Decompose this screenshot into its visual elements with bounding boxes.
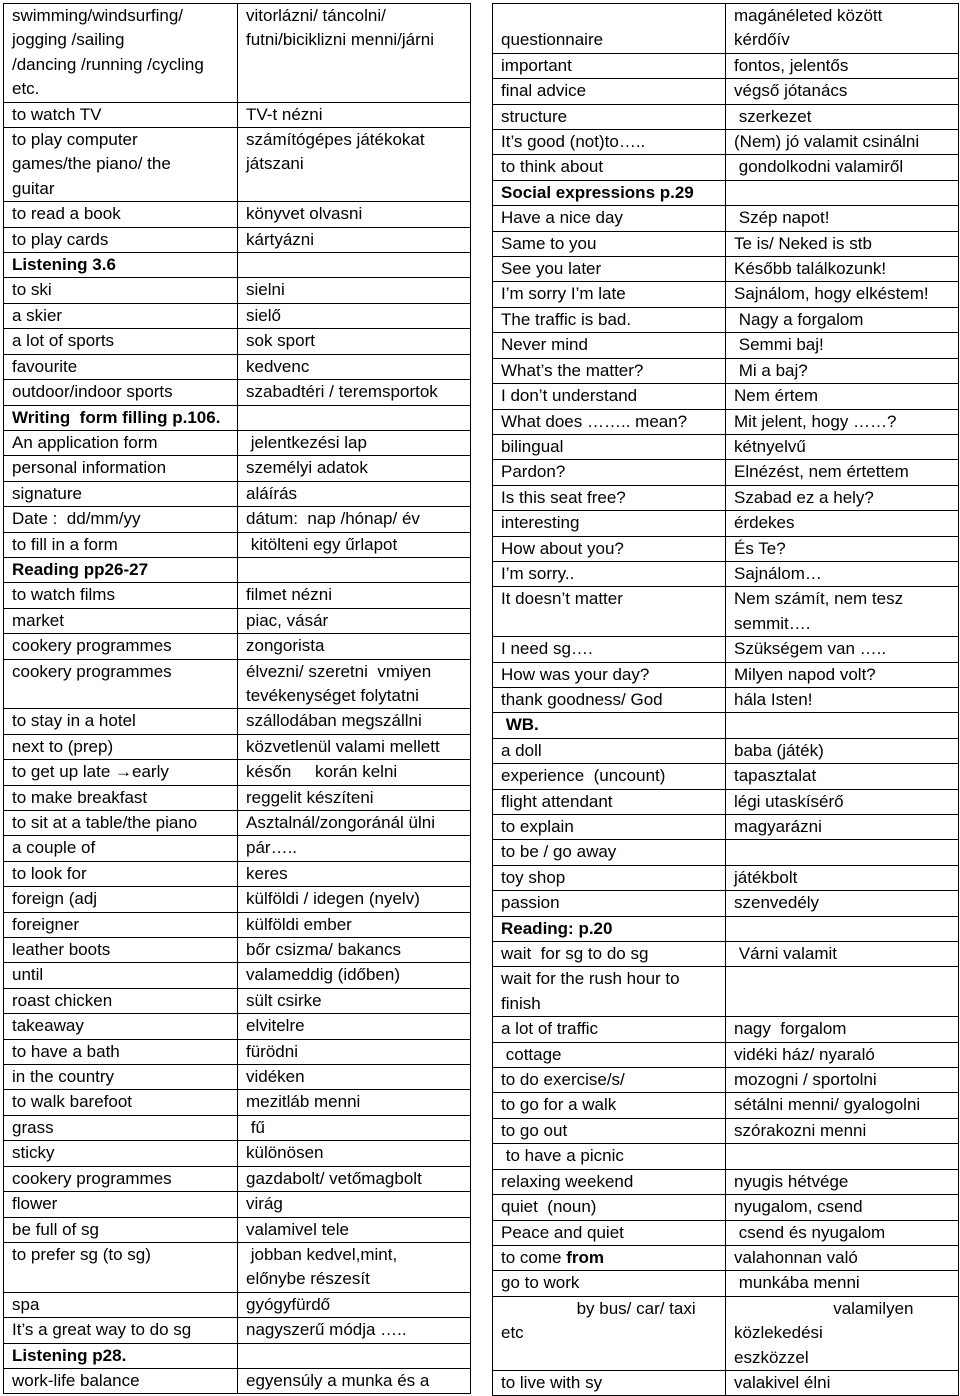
hungarian-translation: gondolkodni valamiről bbox=[726, 155, 959, 180]
hungarian-translation: sielni bbox=[238, 278, 471, 303]
english-term: See you later bbox=[493, 257, 726, 282]
english-term: outdoor/indoor sports bbox=[4, 380, 238, 405]
hungarian-translation bbox=[726, 1144, 959, 1169]
table-row bbox=[493, 764, 959, 789]
hungarian-translation: reggelit készíteni bbox=[238, 785, 471, 810]
section-heading: WB. bbox=[493, 713, 726, 738]
hungarian-translation: élvezni/ szeretni vmiyen tevékenységet folytatni bbox=[238, 659, 471, 709]
english-term: questionnaire bbox=[493, 4, 726, 54]
english-term: to ski bbox=[4, 278, 238, 303]
table-row bbox=[4, 1166, 471, 1191]
hungarian-translation: Sajnálom, hogy elkéstem! bbox=[726, 282, 959, 307]
english-term: An application form bbox=[4, 430, 238, 455]
table-row bbox=[493, 738, 959, 763]
table-row bbox=[493, 942, 959, 967]
english-term: to watch films bbox=[4, 583, 238, 608]
english-term: wait for sg to do sg bbox=[493, 942, 726, 967]
english-term: What’s the matter? bbox=[493, 358, 726, 383]
hungarian-translation: szerkezet bbox=[726, 104, 959, 129]
hungarian-translation bbox=[238, 405, 471, 430]
table-row bbox=[4, 1141, 471, 1166]
english-term: a skier bbox=[4, 303, 238, 328]
english-term: What does …….. mean? bbox=[493, 409, 726, 434]
hungarian-translation: fontos, jelentős bbox=[726, 53, 959, 78]
hungarian-translation: kétnyelvű bbox=[726, 434, 959, 459]
english-term: to have a bath bbox=[4, 1039, 238, 1064]
english-term: to stay in a hotel bbox=[4, 709, 238, 734]
hungarian-translation: (Nem) jó valamit csinálni bbox=[726, 130, 959, 155]
hungarian-translation: virág bbox=[238, 1192, 471, 1217]
table-row bbox=[4, 1065, 471, 1090]
vocabulary-table-right bbox=[492, 3, 959, 1396]
bold-word: from bbox=[566, 1247, 604, 1267]
table-row bbox=[4, 785, 471, 810]
english-term: relaxing weekend bbox=[493, 1169, 726, 1194]
hungarian-translation: valakivel élni bbox=[726, 1370, 959, 1395]
english-term: until bbox=[4, 963, 238, 988]
english-term: to be / go away bbox=[493, 840, 726, 865]
hungarian-translation: vidéken bbox=[238, 1065, 471, 1090]
hungarian-translation: nagyszerű módja ….. bbox=[238, 1318, 471, 1343]
hungarian-translation: vidéki ház/ nyaraló bbox=[726, 1042, 959, 1067]
section-heading: Reading: p.20 bbox=[493, 916, 726, 941]
english-term: It’s a great way to do sg bbox=[4, 1318, 238, 1343]
table-row bbox=[4, 1115, 471, 1140]
hungarian-translation: gyógyfürdő bbox=[238, 1292, 471, 1317]
english-term: flight attendant bbox=[493, 789, 726, 814]
hungarian-translation: külföldi ember bbox=[238, 912, 471, 937]
table-row bbox=[493, 662, 959, 687]
hungarian-translation: kedvenc bbox=[238, 354, 471, 379]
hungarian-translation bbox=[726, 916, 959, 941]
english-term: foreign (adj bbox=[4, 887, 238, 912]
hungarian-translation: fű bbox=[238, 1115, 471, 1140]
table-row bbox=[4, 1292, 471, 1317]
hungarian-translation: Szabad ez a hely? bbox=[726, 485, 959, 510]
english-term: a lot of sports bbox=[4, 329, 238, 354]
english-term: by bus/ car/ taxi etc bbox=[493, 1296, 726, 1370]
english-term: to read a book bbox=[4, 202, 238, 227]
hungarian-translation: végső jótanács bbox=[726, 79, 959, 104]
table-row bbox=[4, 128, 471, 202]
english-term: to think about bbox=[493, 155, 726, 180]
hungarian-translation: sok sport bbox=[238, 329, 471, 354]
table-row bbox=[493, 789, 959, 814]
table-row bbox=[493, 1220, 959, 1245]
table-row bbox=[4, 456, 471, 481]
hungarian-translation: munkába menni bbox=[726, 1271, 959, 1296]
hungarian-translation: Később találkozunk! bbox=[726, 257, 959, 282]
english-term: to make breakfast bbox=[4, 785, 238, 810]
table-row bbox=[493, 333, 959, 358]
english-term: passion bbox=[493, 891, 726, 916]
english-term: go to work bbox=[493, 1271, 726, 1296]
table-row bbox=[493, 1093, 959, 1118]
table-row bbox=[4, 938, 471, 963]
english-term: spa bbox=[4, 1292, 238, 1317]
hungarian-translation: hála Isten! bbox=[726, 687, 959, 712]
hungarian-translation bbox=[238, 557, 471, 582]
section-heading-row bbox=[4, 1343, 471, 1368]
table-row bbox=[493, 485, 959, 510]
table-row bbox=[4, 507, 471, 532]
table-row bbox=[493, 1370, 959, 1395]
table-row bbox=[493, 967, 959, 1017]
hungarian-translation: bőr csizma/ bakancs bbox=[238, 938, 471, 963]
table-row bbox=[4, 608, 471, 633]
english-term: Peace and quiet bbox=[493, 1220, 726, 1245]
hungarian-translation: pár….. bbox=[238, 836, 471, 861]
table-row bbox=[493, 434, 959, 459]
table-row bbox=[493, 1144, 959, 1169]
table-row bbox=[4, 1039, 471, 1064]
section-heading-row bbox=[493, 713, 959, 738]
section-heading-row bbox=[4, 405, 471, 430]
english-term: How was your day? bbox=[493, 662, 726, 687]
hungarian-translation: könyvet olvasni bbox=[238, 202, 471, 227]
hungarian-translation: számítógépes játékokat játszani bbox=[238, 128, 471, 202]
table-row bbox=[493, 536, 959, 561]
hungarian-translation: Elnézést, nem értettem bbox=[726, 460, 959, 485]
hungarian-translation: aláírás bbox=[238, 481, 471, 506]
hungarian-translation: Mi a baj? bbox=[726, 358, 959, 383]
hungarian-translation: Szükségem van ….. bbox=[726, 637, 959, 662]
english-term: to have a picnic bbox=[493, 1144, 726, 1169]
hungarian-translation: Várni valamit bbox=[726, 942, 959, 967]
hungarian-translation: különösen bbox=[238, 1141, 471, 1166]
english-term: I need sg…. bbox=[493, 637, 726, 662]
table-row bbox=[4, 760, 471, 785]
hungarian-translation: mozogni / sportolni bbox=[726, 1068, 959, 1093]
hungarian-translation: nyugis hétvége bbox=[726, 1169, 959, 1194]
table-row bbox=[493, 891, 959, 916]
english-term: cookery programmes bbox=[4, 1166, 238, 1191]
english-term: cookery programmes bbox=[4, 634, 238, 659]
english-term: in the country bbox=[4, 1065, 238, 1090]
table-row bbox=[493, 1068, 959, 1093]
table-row bbox=[4, 227, 471, 252]
table-row bbox=[493, 384, 959, 409]
table-row bbox=[493, 865, 959, 890]
hungarian-translation: valamivel tele bbox=[238, 1217, 471, 1242]
hungarian-translation bbox=[726, 180, 959, 205]
table-row bbox=[4, 202, 471, 227]
english-term: interesting bbox=[493, 511, 726, 536]
table-row bbox=[4, 709, 471, 734]
hungarian-translation: valahonnan való bbox=[726, 1245, 959, 1270]
english-term: bilingual bbox=[493, 434, 726, 459]
table-row bbox=[493, 840, 959, 865]
hungarian-translation: külföldi / idegen (nyelv) bbox=[238, 887, 471, 912]
hungarian-translation: Nem értem bbox=[726, 384, 959, 409]
table-row bbox=[493, 1169, 959, 1194]
hungarian-translation: zongorista bbox=[238, 634, 471, 659]
hungarian-translation: piac, vásár bbox=[238, 608, 471, 633]
table-row bbox=[4, 1014, 471, 1039]
hungarian-translation: sült csirke bbox=[238, 988, 471, 1013]
hungarian-translation: valamilyen közlekedési eszközzel bbox=[726, 1296, 959, 1370]
hungarian-translation: vitorlázni/ táncolni/ futni/biciklizni menni/járni bbox=[238, 4, 471, 103]
section-heading: Social expressions p.29 bbox=[493, 180, 726, 205]
table-row bbox=[4, 861, 471, 886]
table-row bbox=[493, 4, 959, 54]
table-row bbox=[493, 53, 959, 78]
hungarian-translation: jelentkezési lap bbox=[238, 430, 471, 455]
section-heading-row bbox=[493, 180, 959, 205]
hungarian-translation: kártyázni bbox=[238, 227, 471, 252]
english-term: to go for a walk bbox=[493, 1093, 726, 1118]
english-term: work-life balance bbox=[4, 1368, 238, 1393]
english-term: to walk barefoot bbox=[4, 1090, 238, 1115]
english-term: I’m sorry I’m late bbox=[493, 282, 726, 307]
english-term: next to (prep) bbox=[4, 734, 238, 759]
table-row bbox=[4, 278, 471, 303]
table-row bbox=[493, 587, 959, 637]
english-term: structure bbox=[493, 104, 726, 129]
table-row bbox=[493, 1042, 959, 1067]
table-row bbox=[493, 79, 959, 104]
english-term: Have a nice day bbox=[493, 206, 726, 231]
english-term: a couple of bbox=[4, 836, 238, 861]
english-term: Is this seat free? bbox=[493, 485, 726, 510]
table-row bbox=[493, 460, 959, 485]
hungarian-translation: keres bbox=[238, 861, 471, 886]
table-row bbox=[493, 687, 959, 712]
english-term: to sit at a table/the piano bbox=[4, 811, 238, 836]
hungarian-translation: személyi adatok bbox=[238, 456, 471, 481]
hungarian-translation bbox=[726, 967, 959, 1017]
hungarian-translation: Mit jelent, hogy ……? bbox=[726, 409, 959, 434]
english-term: to play cards bbox=[4, 227, 238, 252]
english-term: to get up late →early bbox=[4, 760, 238, 785]
hungarian-translation: nagy forgalom bbox=[726, 1017, 959, 1042]
table-row bbox=[493, 1296, 959, 1370]
hungarian-translation: baba (játék) bbox=[726, 738, 959, 763]
hungarian-translation: sielő bbox=[238, 303, 471, 328]
section-heading-row bbox=[4, 253, 471, 278]
english-term: Same to you bbox=[493, 231, 726, 256]
table-row bbox=[4, 811, 471, 836]
table-row bbox=[493, 231, 959, 256]
english-term: personal information bbox=[4, 456, 238, 481]
hungarian-translation: jobban kedvel,mint, előnybe részesít bbox=[238, 1242, 471, 1292]
section-heading-row bbox=[4, 557, 471, 582]
hungarian-translation: tapasztalat bbox=[726, 764, 959, 789]
table-row bbox=[4, 734, 471, 759]
section-heading: Reading pp26-27 bbox=[4, 557, 238, 582]
english-term: Pardon? bbox=[493, 460, 726, 485]
hungarian-translation: magyarázni bbox=[726, 815, 959, 840]
table-row bbox=[4, 836, 471, 861]
english-term: be full of sg bbox=[4, 1217, 238, 1242]
english-term: wait for the rush hour to finish bbox=[493, 967, 726, 1017]
hungarian-translation: magánéleted között kérdőív bbox=[726, 4, 959, 54]
english-term: I’m sorry.. bbox=[493, 561, 726, 586]
table-row bbox=[4, 1242, 471, 1292]
english-term: a lot of traffic bbox=[493, 1017, 726, 1042]
hungarian-translation bbox=[726, 840, 959, 865]
english-term: swimming/windsurfing/ jogging /sailing /dancing /running /cycling etc. bbox=[4, 4, 238, 103]
english-term: It doesn’t matter bbox=[493, 587, 726, 637]
table-row bbox=[493, 1118, 959, 1143]
hungarian-translation: Nagy a forgalom bbox=[726, 307, 959, 332]
section-heading: Writing form filling p.106. bbox=[4, 405, 238, 430]
hungarian-translation: kitölteni egy űrlapot bbox=[238, 532, 471, 557]
english-term: How about you? bbox=[493, 536, 726, 561]
table-row bbox=[4, 354, 471, 379]
english-term: It’s good (not)to….. bbox=[493, 130, 726, 155]
hungarian-translation bbox=[726, 713, 959, 738]
hungarian-translation: Semmi baj! bbox=[726, 333, 959, 358]
table-row bbox=[4, 963, 471, 988]
table-row bbox=[493, 155, 959, 180]
hungarian-translation: csend és nyugalom bbox=[726, 1220, 959, 1245]
table-row bbox=[4, 1192, 471, 1217]
hungarian-translation: Nem számít, nem tesz semmit…. bbox=[726, 587, 959, 637]
section-heading: Listening p28. bbox=[4, 1343, 238, 1368]
hungarian-translation bbox=[238, 253, 471, 278]
english-term: takeaway bbox=[4, 1014, 238, 1039]
english-term: leather boots bbox=[4, 938, 238, 963]
english-term: to come from bbox=[493, 1245, 726, 1270]
english-term: roast chicken bbox=[4, 988, 238, 1013]
table-row bbox=[4, 1090, 471, 1115]
english-term: sticky bbox=[4, 1141, 238, 1166]
table-row bbox=[4, 430, 471, 455]
hungarian-translation: Te is/ Neked is stb bbox=[726, 231, 959, 256]
english-term: to watch TV bbox=[4, 102, 238, 127]
hungarian-translation bbox=[238, 1343, 471, 1368]
table-row bbox=[4, 4, 471, 103]
hungarian-translation: elvitelre bbox=[238, 1014, 471, 1039]
hungarian-translation: szabadtéri / teremsportok bbox=[238, 380, 471, 405]
table-row bbox=[4, 912, 471, 937]
table-row bbox=[493, 1017, 959, 1042]
hungarian-translation: fürödni bbox=[238, 1039, 471, 1064]
english-term: thank goodness/ God bbox=[493, 687, 726, 712]
hungarian-translation: valameddig (időben) bbox=[238, 963, 471, 988]
english-term: to play computer games/the piano/ the guitar bbox=[4, 128, 238, 202]
table-row bbox=[493, 1195, 959, 1220]
english-term: final advice bbox=[493, 79, 726, 104]
table-row bbox=[4, 329, 471, 354]
table-row bbox=[4, 532, 471, 557]
english-term: quiet (noun) bbox=[493, 1195, 726, 1220]
hungarian-translation: Asztalnál/zongoránál ülni bbox=[238, 811, 471, 836]
english-term: a doll bbox=[493, 738, 726, 763]
english-term: Never mind bbox=[493, 333, 726, 358]
hungarian-translation: TV-t nézni bbox=[238, 102, 471, 127]
english-term: flower bbox=[4, 1192, 238, 1217]
hungarian-translation: És Te? bbox=[726, 536, 959, 561]
hungarian-translation: nyugalom, csend bbox=[726, 1195, 959, 1220]
english-term: to explain bbox=[493, 815, 726, 840]
english-term: signature bbox=[4, 481, 238, 506]
table-row bbox=[4, 102, 471, 127]
hungarian-translation: Szép napot! bbox=[726, 206, 959, 231]
table-row bbox=[493, 637, 959, 662]
table-row bbox=[493, 1271, 959, 1296]
english-term: to fill in a form bbox=[4, 532, 238, 557]
english-term: cottage bbox=[493, 1042, 726, 1067]
hungarian-translation: későn korán kelni bbox=[238, 760, 471, 785]
english-term: The traffic is bad. bbox=[493, 307, 726, 332]
english-term: Date : dd/mm/yy bbox=[4, 507, 238, 532]
table-row bbox=[4, 1217, 471, 1242]
table-row bbox=[4, 303, 471, 328]
english-term: to look for bbox=[4, 861, 238, 886]
hungarian-translation: Sajnálom… bbox=[726, 561, 959, 586]
english-term: cookery programmes bbox=[4, 659, 238, 709]
table-row bbox=[493, 257, 959, 282]
table-row bbox=[4, 1368, 471, 1393]
table-row bbox=[4, 380, 471, 405]
table-row bbox=[493, 206, 959, 231]
table-row bbox=[493, 1245, 959, 1270]
hungarian-translation: szenvedély bbox=[726, 891, 959, 916]
table-row bbox=[493, 307, 959, 332]
english-term: to do exercise/s/ bbox=[493, 1068, 726, 1093]
hungarian-translation: légi utaskísérő bbox=[726, 789, 959, 814]
hungarian-translation: egyensúly a munka és a bbox=[238, 1368, 471, 1393]
hungarian-translation: szállodában megszállni bbox=[238, 709, 471, 734]
table-row bbox=[493, 561, 959, 586]
hungarian-translation: filmet nézni bbox=[238, 583, 471, 608]
table-row bbox=[493, 130, 959, 155]
section-heading-row bbox=[493, 916, 959, 941]
table-row bbox=[4, 887, 471, 912]
table-row bbox=[4, 583, 471, 608]
table-row bbox=[4, 634, 471, 659]
table-row bbox=[4, 659, 471, 709]
english-term: to prefer sg (to sg) bbox=[4, 1242, 238, 1292]
hungarian-translation: mezitláb menni bbox=[238, 1090, 471, 1115]
section-heading: Listening 3.6 bbox=[4, 253, 238, 278]
table-row bbox=[493, 104, 959, 129]
table-row bbox=[4, 1318, 471, 1343]
table-row bbox=[493, 815, 959, 840]
english-term: to live with sy bbox=[493, 1370, 726, 1395]
english-term: foreigner bbox=[4, 912, 238, 937]
hungarian-translation: dátum: nap /hónap/ év bbox=[238, 507, 471, 532]
vocabulary-table-left bbox=[3, 3, 471, 1394]
table-row bbox=[493, 511, 959, 536]
hungarian-translation: gazdabolt/ vetőmagbolt bbox=[238, 1166, 471, 1191]
english-term: experience (uncount) bbox=[493, 764, 726, 789]
hungarian-translation: játékbolt bbox=[726, 865, 959, 890]
hungarian-translation: Milyen napod volt? bbox=[726, 662, 959, 687]
hungarian-translation: szórakozni menni bbox=[726, 1118, 959, 1143]
english-term: to go out bbox=[493, 1118, 726, 1143]
english-term: favourite bbox=[4, 354, 238, 379]
table-row bbox=[493, 282, 959, 307]
english-term: market bbox=[4, 608, 238, 633]
table-row bbox=[4, 481, 471, 506]
english-term: toy shop bbox=[493, 865, 726, 890]
english-term: I don’t understand bbox=[493, 384, 726, 409]
hungarian-translation: közvetlenül valami mellett bbox=[238, 734, 471, 759]
hungarian-translation: érdekes bbox=[726, 511, 959, 536]
hungarian-translation: sétálni menni/ gyalogolni bbox=[726, 1093, 959, 1118]
table-row bbox=[493, 409, 959, 434]
english-term: important bbox=[493, 53, 726, 78]
table-row bbox=[493, 358, 959, 383]
english-term: grass bbox=[4, 1115, 238, 1140]
table-row bbox=[4, 988, 471, 1013]
